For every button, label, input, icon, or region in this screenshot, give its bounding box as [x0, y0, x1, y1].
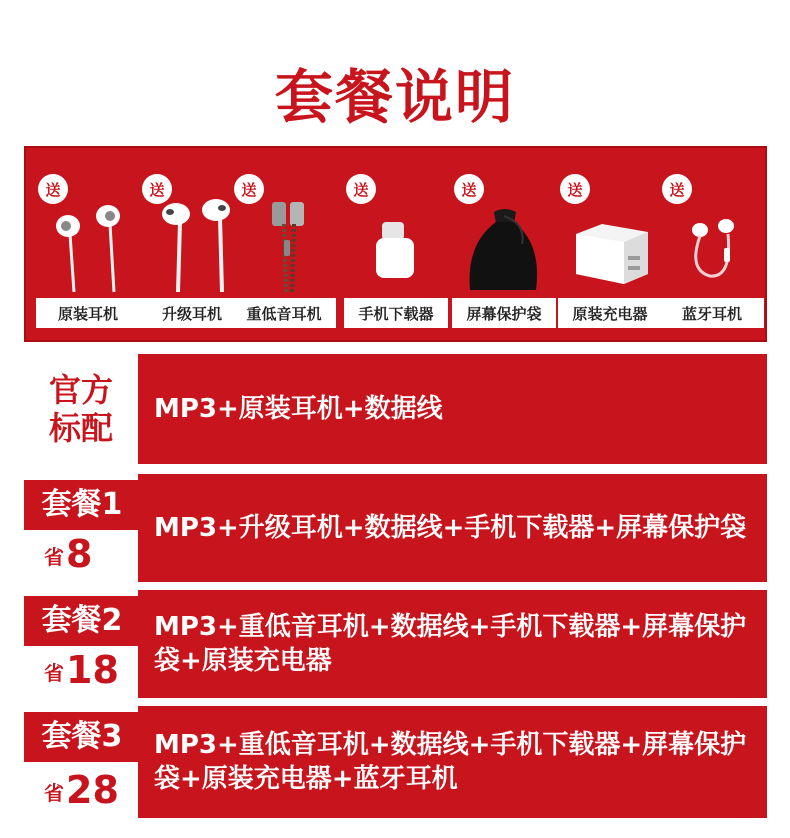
- gift-item-original-earphones: [34, 168, 142, 328]
- bass-earphones-icon: [236, 194, 332, 294]
- savings-prefix: 省: [44, 661, 64, 685]
- gift-label: 原装充电器: [558, 298, 662, 328]
- gift-badge: 送: [142, 174, 172, 204]
- savings-amount: 18: [66, 648, 119, 692]
- savings-prefix: 省: [44, 781, 64, 805]
- bluetooth-earphones-icon: [664, 194, 760, 294]
- gift-badge: 送: [346, 174, 376, 204]
- official-content: MP3+原装耳机+数据线: [154, 394, 443, 424]
- gift-badge: 送: [234, 174, 264, 204]
- gift-item-screen-pouch: [450, 168, 558, 328]
- gift-badge: 送: [662, 174, 692, 204]
- gift-label: 原装耳机: [36, 298, 140, 328]
- gift-label: 手机下载器: [344, 298, 448, 328]
- gift-badge: 送: [560, 174, 590, 204]
- pouch-icon: [456, 194, 552, 294]
- gift-item-phone-downloader: [342, 168, 450, 328]
- page-title: 套餐说明: [274, 63, 515, 131]
- official-label: 官方 标配: [48, 371, 113, 447]
- gift-item-bluetooth-earphones: [658, 168, 766, 328]
- package-content: MP3+升级耳机+数据线+手机下载器+屏幕保护袋: [154, 513, 747, 543]
- package-row-3: [24, 706, 767, 818]
- gift-item-bass-earphones: [230, 168, 338, 328]
- official-label-box: [24, 354, 138, 464]
- gift-label: 重低音耳机: [232, 298, 336, 328]
- package-row-1: [24, 474, 767, 582]
- savings-prefix: 省: [44, 545, 64, 569]
- package-name: 套餐1: [24, 480, 140, 530]
- package-name: 套餐2: [24, 596, 140, 646]
- gift-item-original-charger: [556, 168, 664, 328]
- package-name: 套餐3: [24, 712, 140, 762]
- package-savings: [44, 528, 92, 576]
- wired-earphones-icon: [40, 194, 136, 294]
- package-savings: [44, 764, 119, 812]
- official-config-row: [24, 354, 767, 464]
- package-row-2: [24, 590, 767, 698]
- gift-label: 升级耳机: [140, 298, 244, 328]
- gift-badge: 送: [38, 174, 68, 204]
- gift-panel: [24, 146, 767, 342]
- gift-badge: 送: [454, 174, 484, 204]
- usb-c-adapter-icon: [348, 194, 444, 294]
- charger-icon: [562, 194, 658, 294]
- package-content: MP3+重低音耳机+数据线+手机下载器+屏幕保护袋+原装充电器: [154, 612, 747, 676]
- package-savings: [44, 644, 119, 692]
- package-content: MP3+重低音耳机+数据线+手机下载器+屏幕保护袋+原装充电器+蓝牙耳机: [154, 730, 747, 794]
- gift-label: 屏幕保护袋: [452, 298, 556, 328]
- savings-amount: 8: [66, 532, 93, 576]
- earpod-earphones-icon: [144, 194, 240, 294]
- savings-amount: 28: [66, 768, 119, 812]
- gift-label: 蓝牙耳机: [660, 298, 764, 328]
